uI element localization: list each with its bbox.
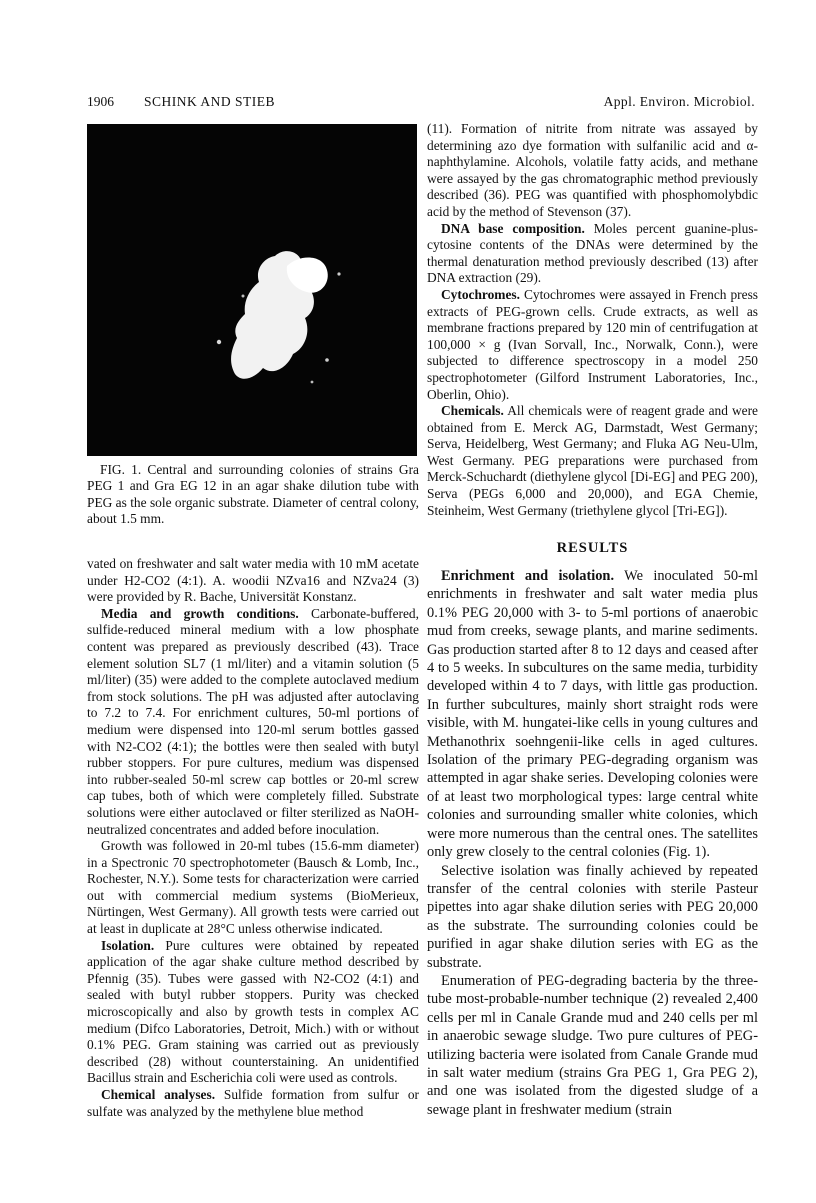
- heading-enrichment: Enrichment and isolation.: [441, 568, 615, 584]
- satellite-colony: [311, 381, 314, 384]
- paragraph-growth: Growth was followed in 20-ml tubes (15.6-mm diameter) in a Spectronic 70 spectrophotometer (Bausch & Lomb, Inc., Rochester, N.Y.). Some tests for characterization were carried out with commercial medium systems (BioMerieux, Nürtingen, West Germany). All growth tests were carried out at least in duplicate at 28°C unless otherwise indicated.: [87, 838, 419, 937]
- paragraph-continuation: vated on freshwater and salt water media with 10 mM acetate under H2-CO2 (4:1). A. woodii NZva16 and NZva24 (3) were provided by R. Bache, Universität Konstanz.: [87, 556, 419, 605]
- paragraph-enumeration: Enumeration of PEG-degrading bacteria by the three-tube most-probable-number technique (2) revealed 2,400 cells per ml in Canale Grande mud and 240 cells per ml in anaerobic sewage sludge. Two pure cultures of PEG-utilizing bacteria were isolated from Canale Grande mud in salt water medium (strains Gra PEG 1, Gra PEG 2), and one was isolated from the digested sludge of a sewage plant in freshwater medium (strain: [427, 972, 758, 1118]
- left-column-text: [87, 556, 419, 1120]
- text-enrichment: We inoculated 50-ml enrichments in freshwater and salt water media plus 0.1% PEG 20,000 with 3- to 5-ml portions of anaerobic mud from creeks, sewage plants, and marine sediments. Gas production started after 8 to 12 days and ceased after 4 to 5 weeks. In subcultures on the same media, turbidity developed within 4 to 7 days, with little gas production. In further subcultures, mainly short straight rods were visible, with M. hungatei-like cells in young cultures and Methanothrix soehngenii-like cells in aged cultures. Isolation of the primary PEG-degrading organism was attempted in agar shake series. Developing colonies were of at least two morphological types: large central white colonies and surrounding smaller white colonies, which were more numerous than the central ones. The satellites only grew closely to the central colonies (Fig. 1).: [427, 568, 758, 861]
- heading-chemicals: Chemicals.: [441, 403, 504, 419]
- paragraph-isolation: [87, 938, 419, 1087]
- paragraph-continuation-right: (11). Formation of nitrite from nitrate was assayed by determining azo dye formation with sulfanilic acid and α-naphthylamine. Alcohols, volatile fatty acids, and methane were assayed by the gas chromatographic method previously described (36). PEG was quantified with phosphomolybdic acid by the method of Stevenson (37).: [427, 121, 758, 219]
- heading-chemical-analyses: Chemical analyses.: [101, 1087, 216, 1102]
- section-title-results: RESULTS: [556, 540, 629, 556]
- colony-image: [87, 124, 417, 456]
- figure-1-caption: FIG. 1. Central and surrounding colonies of strains Gra PEG 1 and Gra EG 12 in an agar shake dilution tube with PEG as the sole organic substrate. Diameter of central colony, about 1.5 mm.: [87, 462, 419, 527]
- results-text: [427, 567, 758, 1119]
- text-dna: Moles percent guanine-plus-cytosine contents of the DNAs were determined by the thermal denaturation method previously described (13) after DNA extraction (29).: [427, 220, 758, 286]
- right-column-top-text: [427, 121, 758, 519]
- satellite-colony: [242, 295, 245, 298]
- text-chemicals: All chemicals were of reagent grade and were obtained from E. Merck AG, Darmstadt, West Germany; Serva, Heidelberg, West Germany; and Fluka AG Neu-Ulm, West Germany. PEG preparations were purchased from Merck-Schuchardt (diethylene glycol [Di-EG] and PEG 200), Serva (PEGs 6,000 and 20,000), and EGA Chemie, Steinheim, West Germany (triethylene glycol [Tri-EG]).: [427, 403, 759, 518]
- running-header: [87, 94, 755, 116]
- paragraph-media: [87, 606, 419, 838]
- text-cytochromes: Cytochromes were assayed in French press extracts of PEG-grown cells. Crude extracts, as well as membrane fractions prepared by 120 min of centrifugation at 100,000 × g (Ivan Sorvall, Inc., Norwalk, Conn.), were subjected to difference spectroscopy in a model 250 spectrophotometer (Gilford Instrument Laboratories, Inc., Oberlin, Ohio).: [427, 286, 758, 402]
- heading-cytochromes: Cytochromes.: [441, 286, 520, 302]
- paragraph-cytochromes: [427, 287, 758, 403]
- heading-media: Media and growth conditions.: [101, 605, 299, 621]
- paragraph-enrichment: [427, 567, 758, 862]
- text-isolation: Pure cultures were obtained by repeated application of the agar shake culture method described by Pfennig (35). Tubes were gassed with N2-CO2 (4:1) and sealed with butyl rubber stoppers. Purity was checked microscopically and also by growth tests in complex AC medium (Difco Laboratories, Detroit, Mich.) with or without 0.1% PEG. Gram staining was carried out as previously described (28) without counterstaining. An unidentified Bacillus strain and Escherichia coli were used as controls.: [87, 937, 419, 1086]
- paragraph-selective-isolation: Selective isolation was finally achieved by repeated transfer of the central colonies with sterile Pasteur pipettes into agar shake dilution series with PEG 20,000 as the substrate. The surrounding colonies could be purified in agar shake dilution series with EG as the substrate.: [427, 862, 758, 971]
- paragraph-dna: [427, 221, 758, 287]
- heading-dna: DNA base composition.: [441, 220, 585, 236]
- text-chemical-analyses: Sulfide formation from sulfur or sulfate was analyzed by the methylene blue method: [87, 1087, 419, 1119]
- paragraph-chemical-analyses: [87, 1087, 419, 1120]
- satellite-colony: [217, 340, 221, 344]
- paragraph-chemicals: [427, 403, 758, 519]
- figure-1-photo: [87, 124, 417, 456]
- heading-isolation: Isolation.: [101, 937, 155, 953]
- text-media: Carbonate-buffered, sulfide-reduced mineral medium with a low phosphate content was prepared as previously described (43). Trace element solution SL7 (1 ml/liter) and a vitamin solution (5 ml/liter) (35) were added to the complete autoclaved medium from stock solutions. The pH was adjusted after autoclaving to 7.2 to 7.4. For enrichment cultures, 50-ml portions of medium were dispensed into 120-ml serum bottles gassed with N2-CO2 (4:1); the bottles were then sealed with butyl rubber stoppers. For pure cultures, medium was dispensed into rubber-sealed 50-ml screw cap bottles or 20-ml screw cap tubes, both of which were completely filled. Substrate solutions were either autoclaved or filter sterilized as NaOH-neutralized concentrates and added before inoculation.: [87, 605, 419, 837]
- journal-name: Appl. Environ. Microbiol.: [603, 94, 755, 109]
- running-authors: SCHINK AND STIEB: [144, 94, 276, 109]
- page-number: 1906: [87, 94, 114, 109]
- satellite-colony: [337, 272, 340, 275]
- satellite-colony: [325, 358, 329, 362]
